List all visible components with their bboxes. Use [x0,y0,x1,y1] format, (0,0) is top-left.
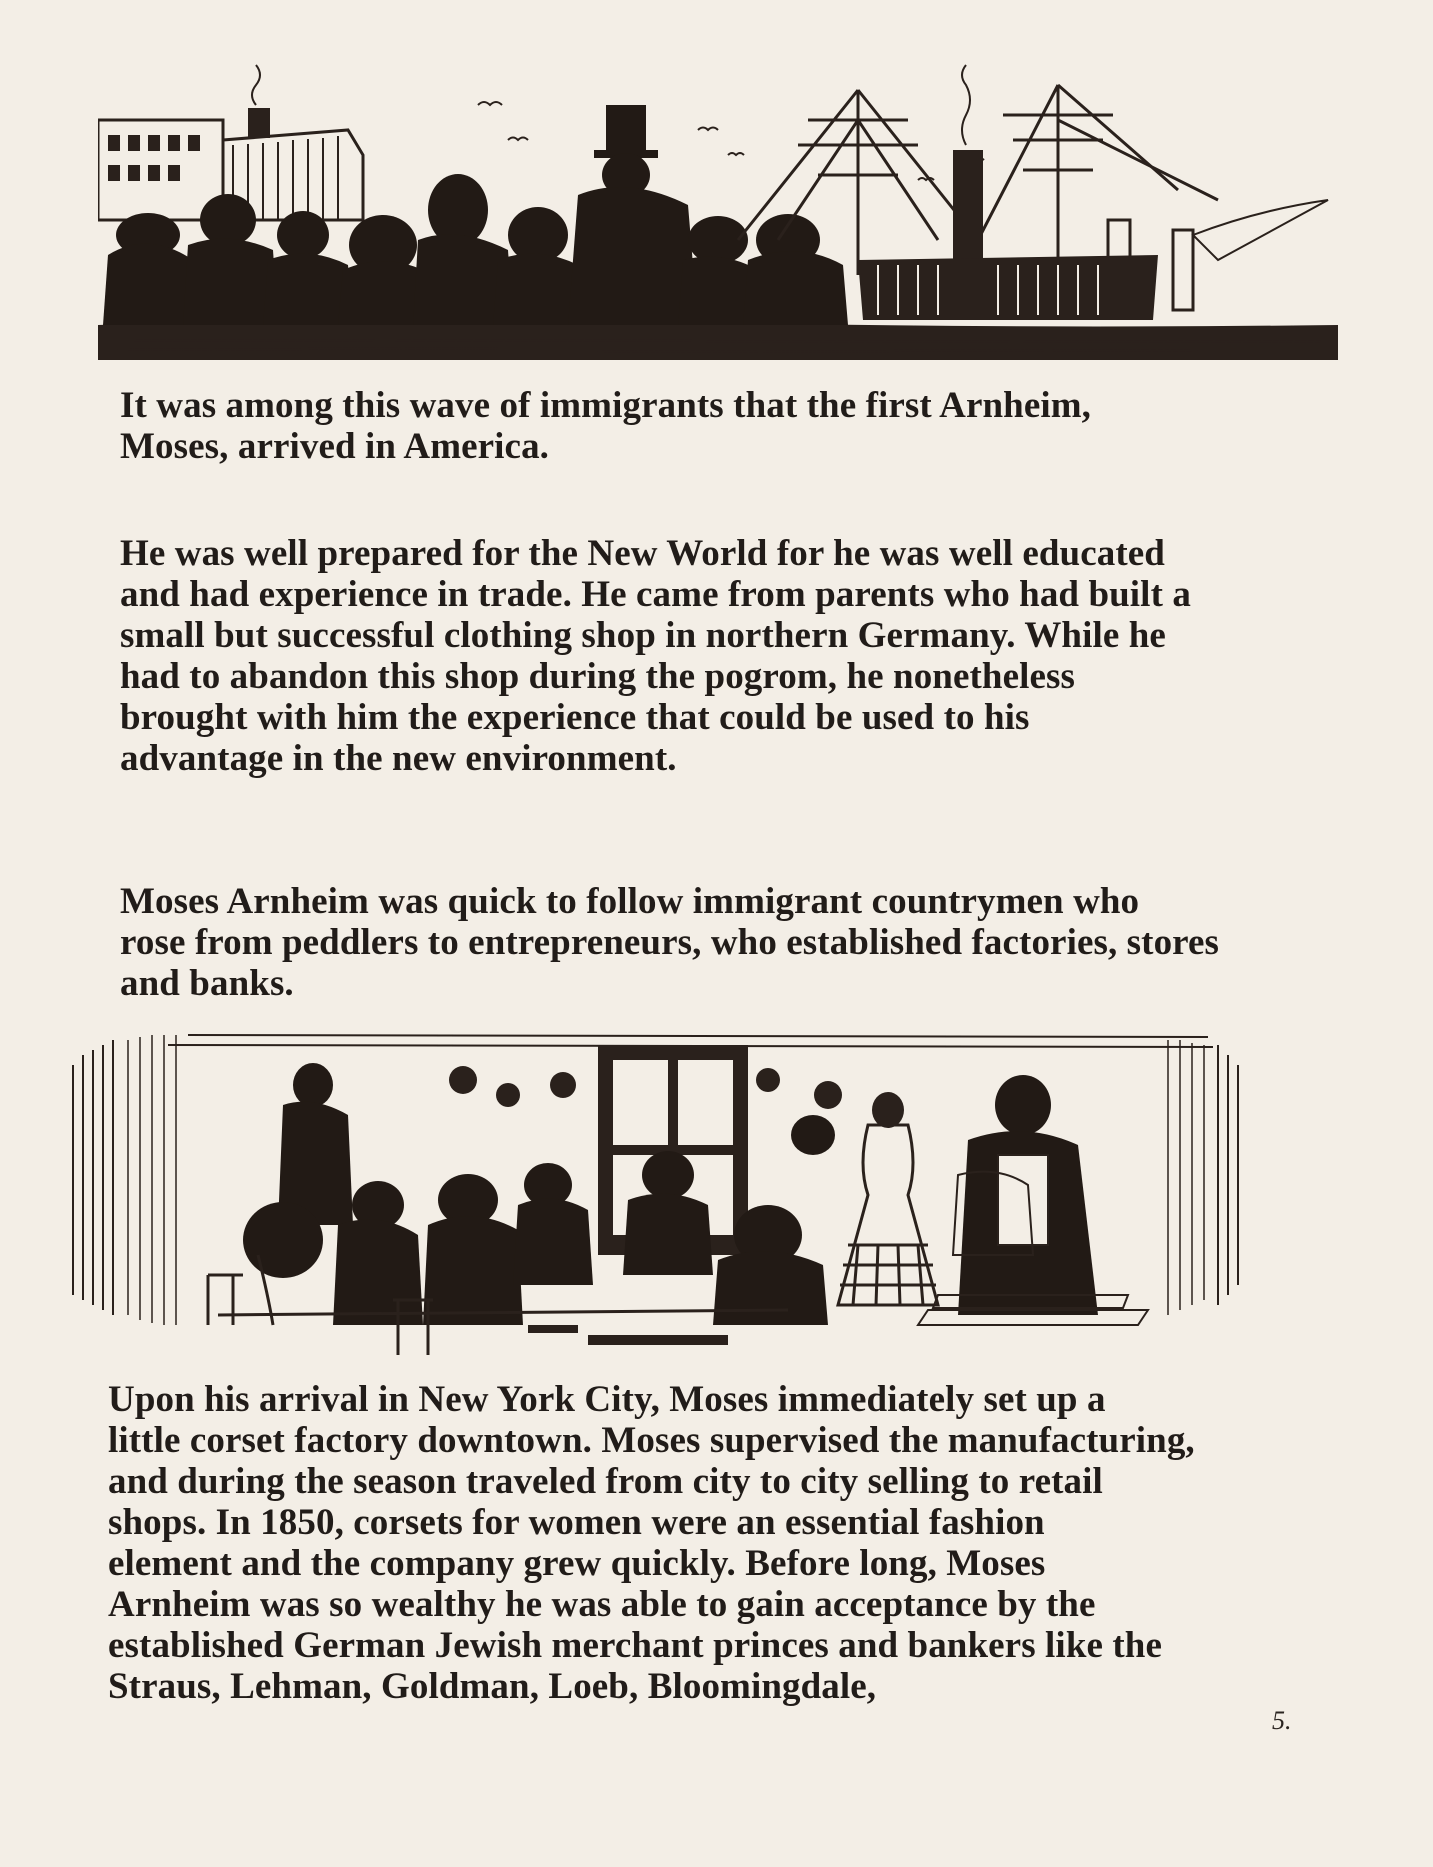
paragraph-3 [120,881,1219,1004]
text-line: Moses, arrived in America. [120,426,550,467]
text-line: Moses Arnheim was quick to follow immigrant countrymen who [120,881,1140,922]
text-line: and banks. [120,963,294,1004]
text-line: element and the company grew quickly. Before long, Moses [108,1543,1046,1584]
paragraph-2 [120,533,1191,779]
text-line: established German Jewish merchant princes and bankers like the [108,1625,1162,1666]
text-line: Upon his arrival in New York City, Moses immediately set up a [108,1379,1106,1420]
dock-scene-illustration [98,60,1338,360]
text-line: Straus, Lehman, Goldman, Loeb, Bloomingdale, [108,1666,877,1707]
text-line: rose from peddlers to entrepreneurs, who established factories, stores [120,922,1220,963]
text-line: and had experience in trade. He came from parents who had built a [120,574,1191,615]
text-line: It was among this wave of immigrants that the first Arnheim, [120,385,1092,426]
page-number: 5. [1272,1706,1292,1735]
text-line: He was well prepared for the New World for he was well educated [120,533,1165,574]
text-line: little corset factory downtown. Moses supervised the manufacturing, [108,1420,1195,1461]
dock-scene-icon [98,60,1338,360]
text-line: brought with him the experience that could be used to his [120,697,1030,738]
paragraph-4 [108,1379,1195,1707]
text-line: advantage in the new environment. [120,738,677,779]
corset-workshop-icon [68,1025,1258,1355]
text-line: had to abandon this shop during the pogrom, he nonetheless [120,656,1076,697]
text-line: small but successful clothing shop in northern Germany. While he [120,615,1166,656]
paragraph-1 [120,385,1091,467]
workshop-illustration [68,1025,1258,1355]
text-line: shops. In 1850, corsets for women were an essential fashion [108,1502,1045,1543]
text-line: Arnheim was so wealthy he was able to gain acceptance by the [108,1584,1096,1625]
text-line: and during the season traveled from city to city selling to retail [108,1461,1103,1502]
